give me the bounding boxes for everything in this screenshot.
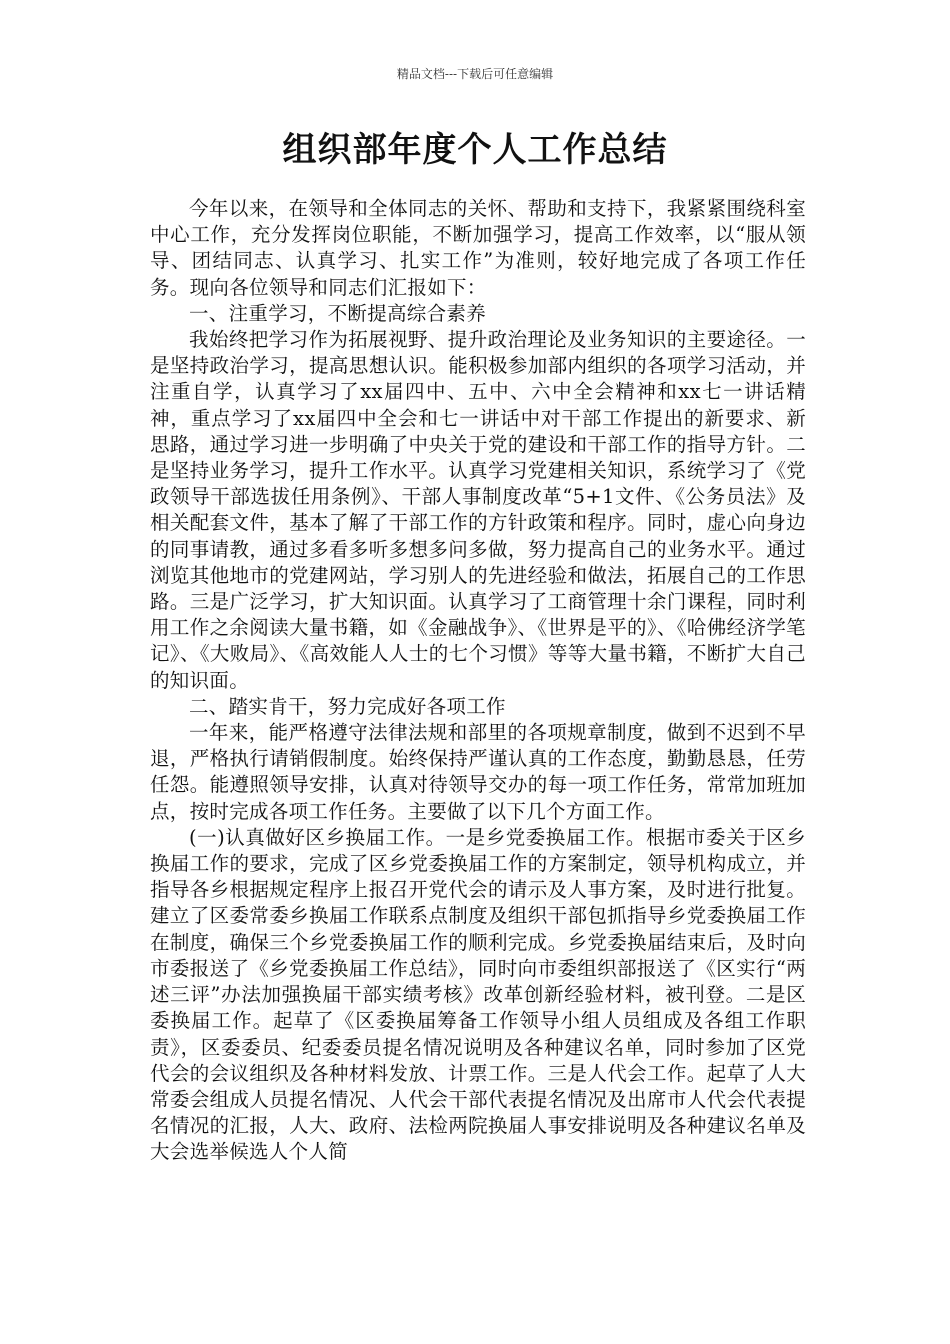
section-2-item-1-paragraph: (一)认真做好区乡换届工作。一是乡党委换届工作。根据市委关于区乡换届工作的要求，完成了区乡党委换届工作的方案制定，领导机构成立，并指导各乡根据规定程序上报召开党代会的请示及人事方案，及时进行批复。建立了区委常委乡换届工作联系点制度及组织干部包抓指导乡党委换届工作在制度，确保三个乡党委换届工作的顺利完成。乡党委换届结束后，及时向市委报送了《乡党委换届工作总结》，同时向市委组织部报送了《区实行“两述三评”办法加强换届干部实绩考核》改革创新经验材料，被刊登。二是区委换届工作。起草了《区委换届筹备工作领导小组人员组成及各组工作职责》，区委委员、纪委委员提名情况说明及各种建议名单，同时参加了区党代会的会议组织及各种材料发放、计票工作。三是人代会工作。起草了人大常委会组成人员提名情况、人代会干部代表提名情况及出席市人代会代表提名情况的汇报，人大、政府、法检两院换届人事安排说明及各种建议名单及大会选举候选人个人简 (150, 825, 806, 1164)
section-1-heading: 一、注重学习，不断提高综合素养 (189, 301, 487, 325)
section-1-paragraph: 我始终把学习作为拓展视野、提升政治理论及业务知识的主要途径。一是坚持政治学习，提高思想认识。能积极参加部内组织的各项学习活动，并注重自学，认真学习了xx届四中、五中、六中全会精神和xx七一讲话精神，重点学习了xx届四中全会和七一讲话中对干部工作提出的新要求、新思路，通过学习进一步明确了中央关于党的建设和干部工作的指导方针。二是坚持业务学习，提升工作水平。认真学习党建相关知识，系统学习了《党政领导干部选拔任用条例》、干部人事制度改革“5+1文件、《公务员法》及相关配套文件，基本了解了干部工作的方针政策和程序。同时，虚心向身边的同事请教，通过多看多听多想多问多做，努力提高自己的业务水平。通过浏览其他地市的党建网站，学习别人的先进经验和做法，拓展自己的工作思路。三是广泛学习，扩大知识面。认真学习了工商管理十余门课程，同时利用工作之余阅读大量书籍，如《金融战争》、《世界是平的》、《哈佛经济学笔记》、《大败局》、《高效能人人士的七个习惯》等等大量书籍，不断扩大自己的知识面。 (150, 328, 806, 692)
intro-paragraph: 今年以来，在领导和全体同志的关怀、帮助和支持下，我紧紧围绕科室中心工作，充分发挥岗位职能，不断加强学习，提高工作效率，以“服从领导、团结同志、认真学习、扎实工作”为准则，较好地完成了各项工作任务。现向各位领导和同志们汇报如下： (150, 197, 806, 299)
document-title: 组织部年度个人工作总结 (282, 130, 668, 170)
section-2-heading: 二、踏实肯干，努力完成好各项工作 (189, 694, 506, 718)
document-body (150, 196, 806, 1166)
header-note: 精品文档---下载后可任意编辑 (396, 67, 554, 81)
section-2-paragraph: 一年来，能严格遵守法律法规和部里的各项规章制度，做到不迟到不早退，严格执行请销假制度。始终保持严谨认真的工作态度，勤勤恳恳，任劳任怨。能遵照领导安排，认真对待领导交办的每一项工作任务，常常加班加点，按时完成各项工作任务。主要做了以下几个方面工作。 (150, 721, 806, 823)
